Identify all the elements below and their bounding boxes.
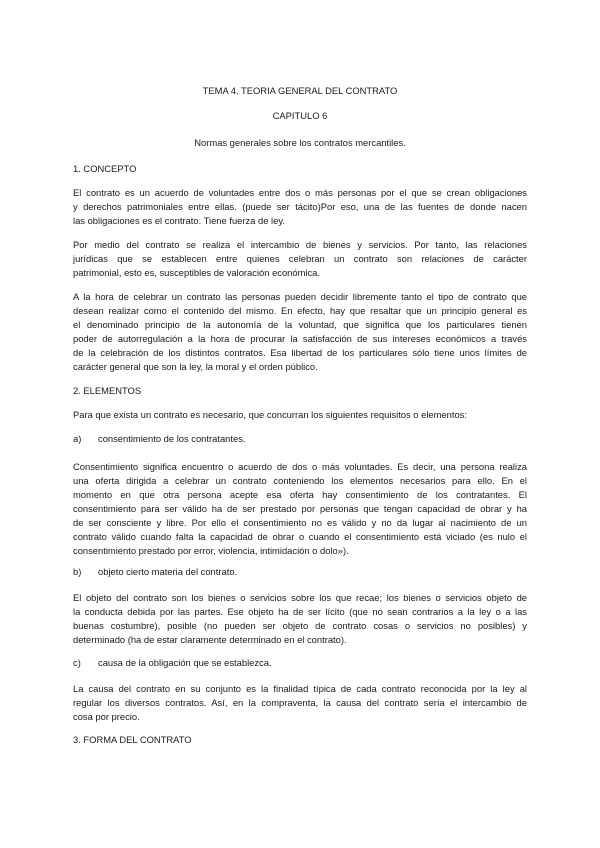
subtitle: Normas generales sobre los contratos mercantiles.: [194, 137, 406, 148]
paragraph-line: El contrato es un acuerdo de voluntades entre dos o más personas por el que se crean obligaciones: [73, 187, 527, 198]
section-heading-elementos: 2. ELEMENTOS: [73, 385, 142, 396]
paragraph-line: de ser consciente y libre. Por ello el consentimiento no es válido y no da lugar al nacimiento de un: [73, 517, 527, 528]
paragraph-line: consentimiento para ser válido ha de ser prestado por personas que tengan capacidad de obrar y ha: [73, 503, 527, 514]
paragraph-line: la conducta debida por las partes. Ese objeto ha de ser lícito (que no sean contrarios a la ley o a las: [73, 606, 527, 617]
paragraph-line: cosa por precio.: [73, 711, 140, 722]
paragraph-line: de la celebración de los distintos contratos. Esa libertad de los particulares sólo tiene unos límites de: [73, 347, 527, 358]
paragraph-line: La causa del contrato en su conjunto es la finalidad típica de cada contrato reconocida por la ley al: [73, 683, 527, 694]
paragraph-line: consentimiento prestado por error, violencia, intimidación o dolo»).: [73, 545, 349, 556]
paragraph-line: jurídicas que se establecen entre quienes celebran un contrato son relaciones de carácter: [73, 253, 527, 264]
list-item-label: c): [73, 657, 81, 668]
paragraph-line: regular los diversos contratos. Así, en la compraventa, la causa del contrato sería el intercambio de: [73, 697, 527, 708]
paragraph-line: El objeto del contrato son los bienes o servicios sobre los que recae; los bienes o servicios objeto de: [73, 592, 527, 603]
elements-intro: Para que exista un contrato es necesario, que concurran los siguientes requisitos o elementos:: [73, 409, 467, 420]
paragraph-line: buenas costumbre), posible (no pueden ser objeto de contrato cosas o servicios no posibles) y: [73, 620, 527, 631]
paragraph-line: una oferta dirigida a celebrar un contrato conteniendo los elementos necesarios para ello. En el: [73, 475, 527, 486]
paragraph-line: carácter general que son la ley, la moral y el orden público.: [73, 361, 318, 372]
topic-title: TEMA 4. TEORIA GENERAL DEL CONTRATO: [202, 85, 398, 96]
paragraph-line: Consentimiento significa encuentro o acuerdo de dos o más voluntades. Es decir, una persona realiza: [73, 461, 527, 472]
paragraph-line: y derechos patrimoniales entre ellas. (puede ser tácito)Por eso, una de las fuentes de donde nacen: [73, 201, 527, 212]
paragraph-line: Por medio del contrato se realiza el intercambio de bienes y servicios. Por tanto, las relaciones: [73, 239, 527, 250]
list-item-text: causa de la obligación que se establezca.: [98, 657, 272, 668]
paragraph-line: contrato válido cuando falta la capacidad de obrar o cuando el consentimiento está viciado (es nulo el: [73, 531, 527, 542]
list-item-text: consentimiento de los contratantes.: [98, 433, 246, 444]
paragraph-line: desean realizar como el contenido del mismo. En efecto, hay que resaltar que un principio general es: [73, 305, 527, 316]
section-heading-forma: 3. FORMA DEL CONTRATO: [73, 734, 192, 745]
paragraph-line: las obligaciones es el contrato. Tiene fuerza de ley.: [73, 215, 285, 226]
section-heading-concepto: 1. CONCEPTO: [73, 163, 137, 174]
paragraph-line: determinado (ha de estar claramente determinado en el contrato).: [73, 634, 347, 645]
list-item-label: a): [73, 433, 82, 444]
list-item-label: b): [73, 566, 82, 577]
paragraph-line: patrimonial, esto es, susceptibles de valoración económica.: [73, 267, 321, 278]
paragraph-line: el denominado principio de la autonomía de la voluntad, que significa que los particulares tienen: [73, 319, 527, 330]
paragraph-line: A la hora de celebrar un contrato las personas pueden decidir libremente tanto el tipo de contrato que: [73, 291, 527, 302]
list-item-text: objeto cierto materia del contrato.: [98, 566, 238, 577]
paragraph-line: poder de autorregulación a la hora de procurar la satisfacción de sus intereses económicos a través: [73, 333, 527, 344]
chapter-title: CAPITULO 6: [272, 110, 328, 121]
paragraph-line: momento en que otra persona acepte esa oferta hay consentimiento de los contratantes. El: [73, 489, 527, 500]
